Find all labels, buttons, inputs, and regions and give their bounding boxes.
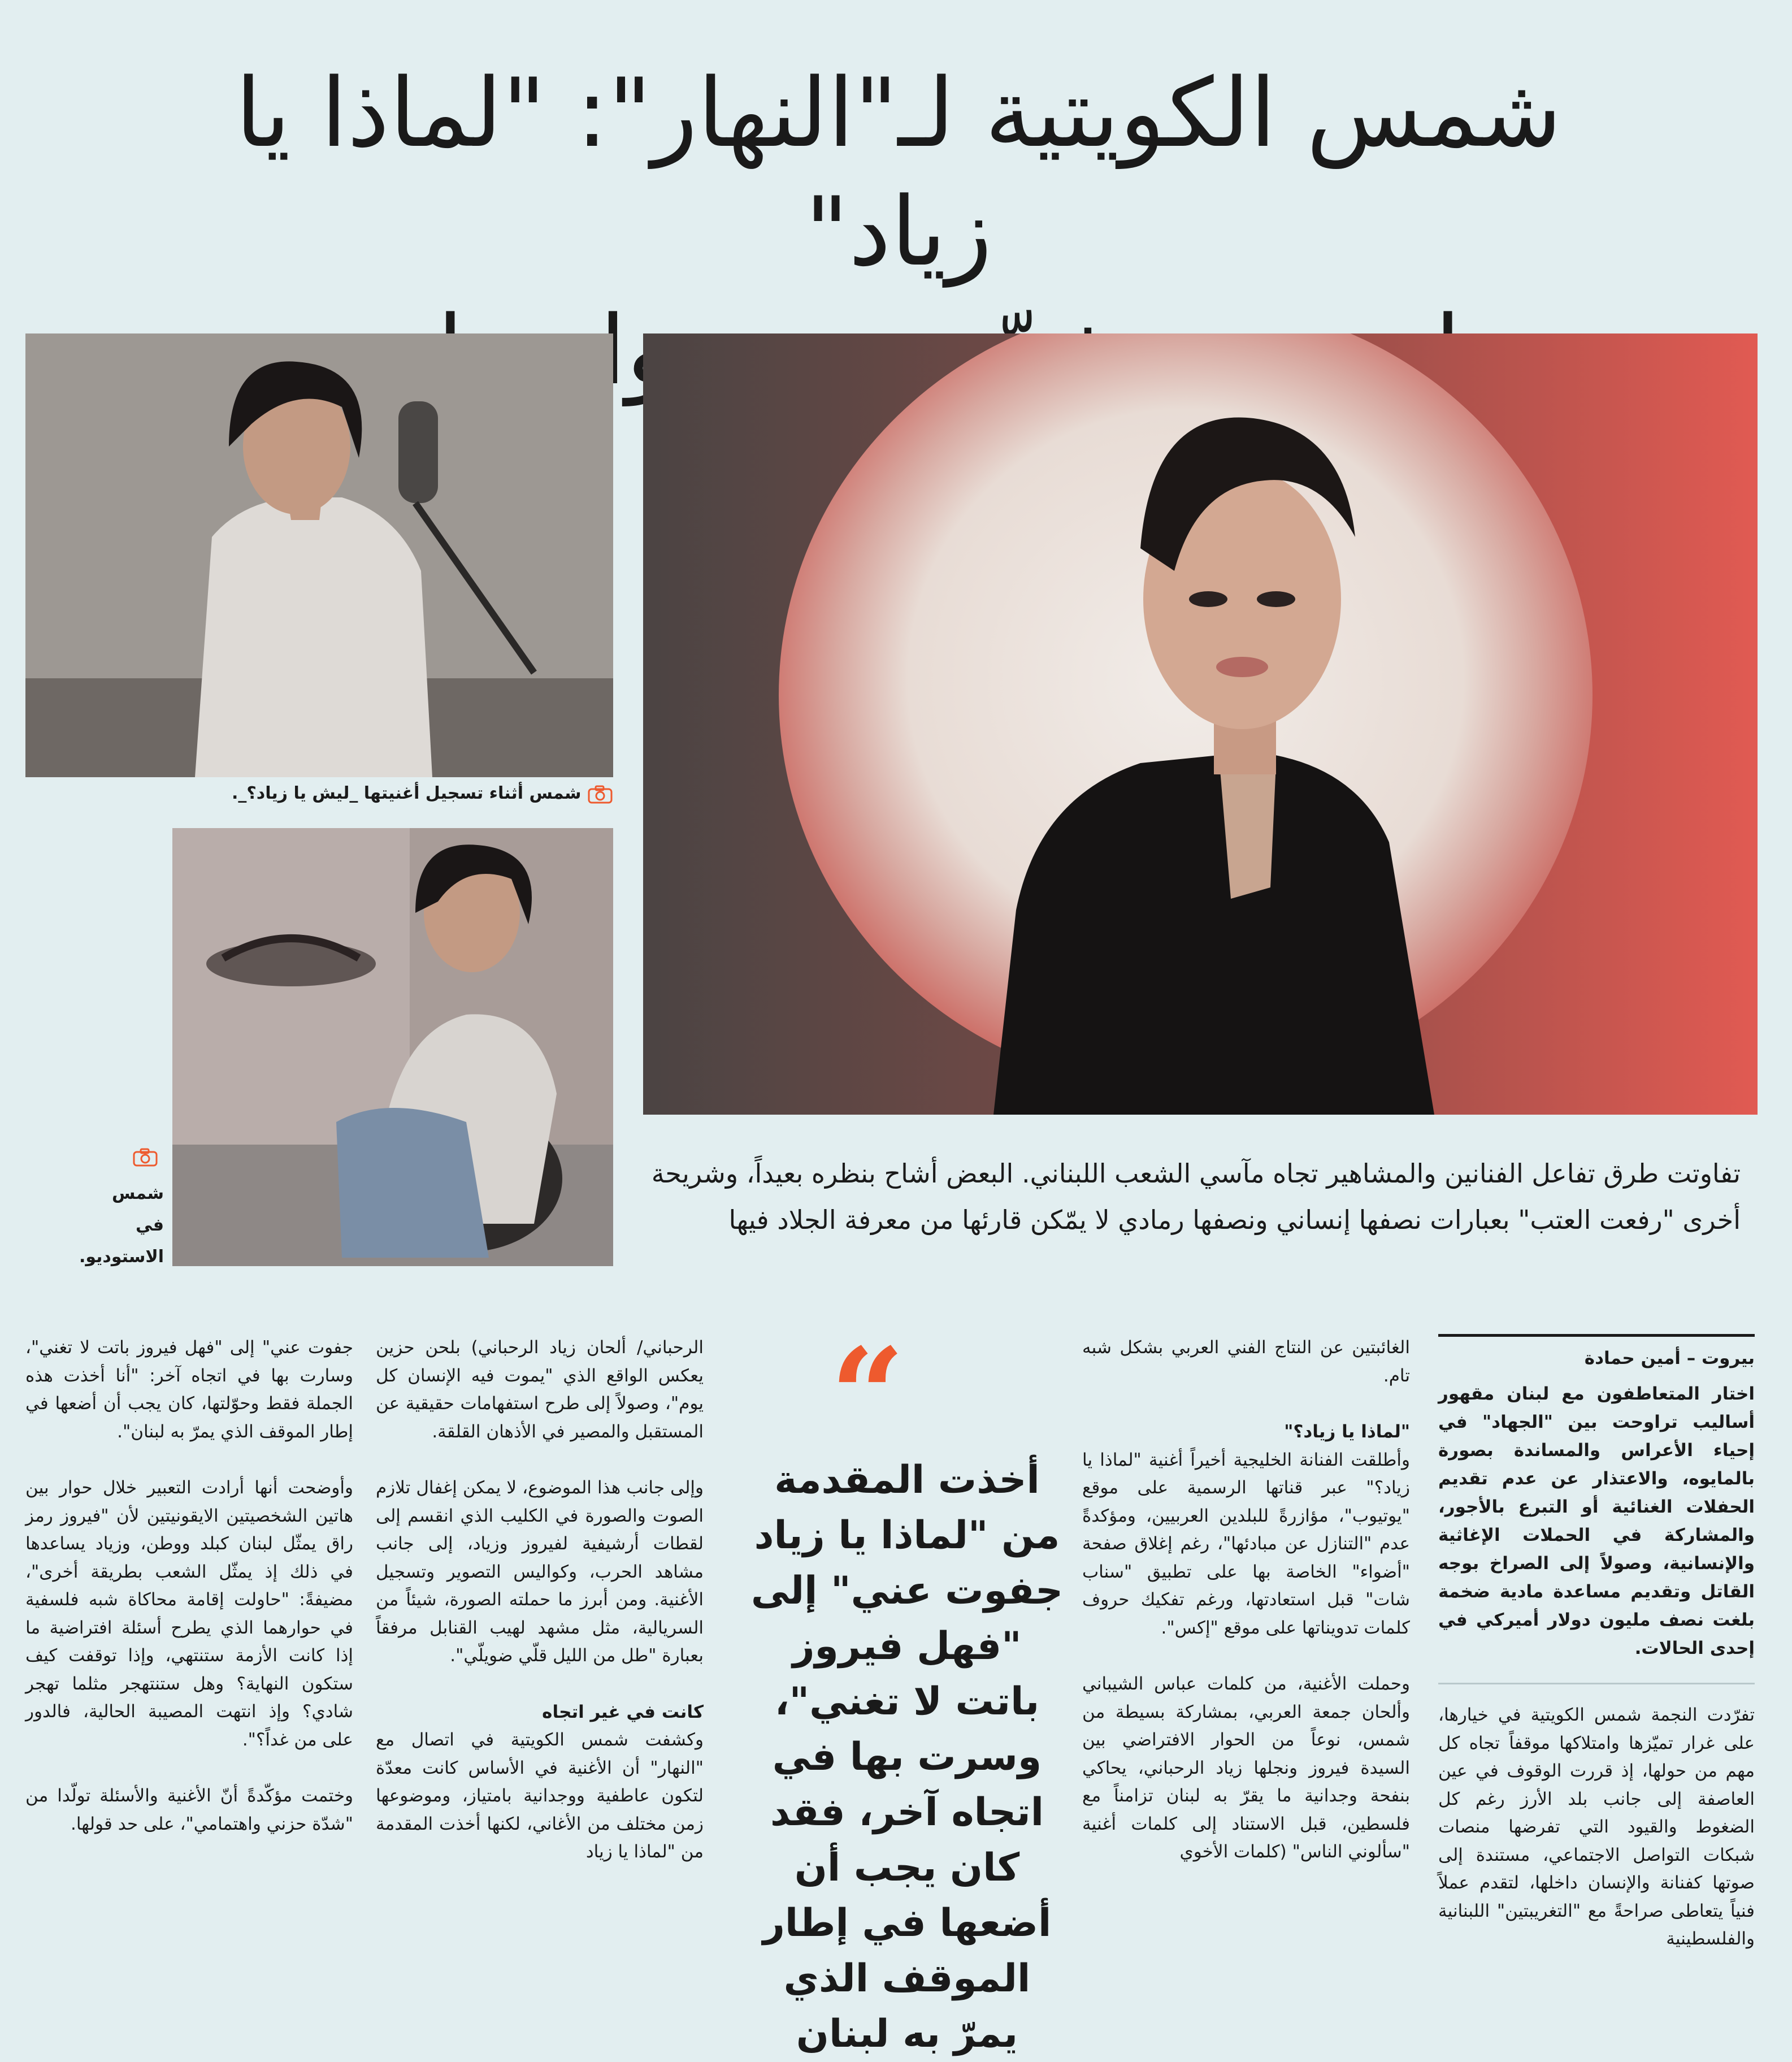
byline: بيروت – أمين حمادة <box>1584 1348 1755 1368</box>
seated-photo <box>172 828 613 1266</box>
camera-icon <box>90 1147 164 1167</box>
paragraph: جفوت عني" إلى "فهل فيروز باتت لا تغني"، وسارت بها في اتجاه آخر: "أنا أخذت هذه الجملة فقط وحوّلتها، كان يجب أن أضعها في إطار الموقف الذي يمرّ به لبنان". <box>25 1337 353 1442</box>
column-4 <box>25 1334 353 1866</box>
paragraph: وختمت مؤكّدةً أنّ الأغنية والأسئلة تولّدا من "شدّة حزني واهتمامي"، على حد قولها. <box>25 1786 353 1834</box>
intro-paragraph: تفاوتت طرق تفاعل الفنانين والمشاهير تجاه مآسي الشعب اللبناني. البعض أشاح بنظره بعيداً، وشريحة أخرى "رفعت العتب" بعبارات نصفها إنساني ونصفها رمادي لا يمّكن قارئها من معرفة الجلاد فيها <box>651 1158 1741 1235</box>
subheading: كانت في غير اتجاه <box>542 1701 704 1722</box>
seated-photo-caption <box>79 1147 164 1273</box>
column-2 <box>1082 1334 1410 1895</box>
column-3 <box>376 1334 704 1895</box>
column-1 <box>1438 1334 1755 1953</box>
seated-caption-line: في <box>136 1215 164 1235</box>
pull-quote <box>746 1320 1068 2062</box>
section-divider <box>1438 1683 1755 1684</box>
subheading: "لماذا يا زياد؟" <box>1284 1422 1410 1442</box>
pull-quote-text: أخذت المقدمة من "لماذا يا زياد جفوت عني" إلى "فهل فيروز باتت لا تغني"، وسرت بها في اتجاه آخر، فقد كان يجب أن أضعها في إطار الموقف الذي يمرّ به لبنان <box>750 1458 1064 2056</box>
studio-photo <box>25 333 613 777</box>
paragraph: وحملت الأغنية، من كلمات عباس الشيباني وألحان جمعة العربي، بمشاركة بسيطة من شمس، نوعاً من الحوار الافتراضي بين السيدة فيروز ونجلها زياد الرحباني، يحاكي بنفحة وجدانية ما يقرّ به لبنان تزامناً مع فلسطين، قبل الاستناد إلى كلمات أغنية "سألوني الناس" (كلمات الأخوي <box>1082 1674 1410 1862</box>
paragraph: وكشفت شمس الكويتية في اتصال مع "النهار" أن الأغنية في الأساس كانت معدّة لتكون عاطفية ووجدانية بامتياز، وموضوعها زمن مختلف من الأغاني، لكنها أخذت المقدمة من "لماذا يا زياد <box>376 1730 704 1862</box>
byline-rule <box>1438 1334 1755 1337</box>
paragraph: وأوضحت أنها أرادت التعبير خلال حوار بين هاتين الشخصيتين الايقونيتين لأن "فيروز رمز راق يمثّل لبنان كبلد ووطن، وزياد يساعدها في ذلك إذ يمثّل الشعب بطريقة أخرى"، مضيفةً: "حاولت إقامة محاكاة شبه فلسفية في حوارهما الذي يطرح أسئلة افتراضية ما إذا كانت الأزمة ستنتهي، وإذا توقفت كيف ستكون النهاية؟ وهل ستنتهجر مثلما تهجر شادي؟ وإذ انتهت المصيبة الحالية، فالدور على من غداً؟". <box>25 1478 353 1750</box>
camera-icon <box>587 785 613 804</box>
studio-photo-caption <box>25 779 613 808</box>
seated-caption-line: الاستوديو. <box>79 1247 164 1267</box>
quote-mark-icon: “ <box>830 1320 905 1472</box>
paragraph: وأطلقت الفنانة الخليجية أخيراً أغنية "لماذا يا زياد؟" عبر قناتها الرسمية على موقع "يوتيوب"، مؤازرةً للبلدين العربيين، ومؤكدةً عدم "التنازل عن مبادئها"، رغم إغلاق صفحة "أضواء" الخاصة بها على تطبيق "سناب شات" قبل استعادتها، ورغم تفكيك حروف كلمات تدويناتها على موقع "إكس". <box>1082 1449 1410 1638</box>
column-1-body: تفرّدت النجمة شمس الكويتية في خيارها، على غرار تميّزها وامتلاكها موقفاً تجاه كل مهم من حولها، إذ قررت الوقوف في عين العاصفة إلى جانب بلد الأرز رغم كل الضغوط والقيود التي تفرضها منصات شبكات التواصل الاجتماعي، مستندة إلى صوتها كفنانة والإنسان داخلها، لتقدم عملاً فنياً يتعاطى صراحةً مع "التغريبتين" اللبنانية والفلسطينية <box>1438 1705 1755 1949</box>
studio-caption-text: شمس أثناء تسجيل أغنيتها _ليش يا زياد؟_. <box>232 783 582 803</box>
headline-line-1: شمس الكويتية لـ"النهار": "لماذا يا زياد" <box>235 58 1562 287</box>
seated-caption-line: شمس <box>111 1184 164 1203</box>
paragraph: الرحباني/ ألحان زياد الرحباني) بلحن حزين يعكس الواقع الذي "يموت فيه الإنسان كل يوم"، وصولاً إلى طرح استفهامات حقيقية عن المستقبل والمصير في الأذهان القلقة. <box>376 1337 704 1442</box>
paragraph: وإلى جانب هذا الموضوع، لا يمكن إغفال تلازم الصوت والصورة في الكليب الذي انقسم إلى لقطات أرشيفية لفيروز وزياد، إلى جانب مشاهد الحرب، وكواليس التصوير وتسجيل الأغنية. ومن أبرز ما حملته الصورة، شيئاً من السريالية، مثل مشهد لهيب القنابل مرفقاً بعبارة "طل من الليل قلّي ضويلّي". <box>376 1478 704 1666</box>
main-portrait-photo <box>643 333 1758 1115</box>
lead-paragraph: اختار المتعاطفون مع لبنان مقهور أساليب تراوحت بين "الجهاد" في إحياء الأعراس والمساندة بصورة بالمايوه، والاعتذار عن عدم تقديم الحفلات الغنائية أو التبرع بالأجور، والمشاركة في الحملات الإغاثية والإنسانية، وصولاً إلى الصراخ بوجه القاتل وتقديم مساعدة مادية ضخمة بلغت نصف مليون دولار أميركي في إحدى الحالات. <box>1438 1384 1755 1658</box>
paragraph: الغائبتين عن النتاج الفني العربي بشكل شبه تام. <box>1082 1337 1410 1386</box>
